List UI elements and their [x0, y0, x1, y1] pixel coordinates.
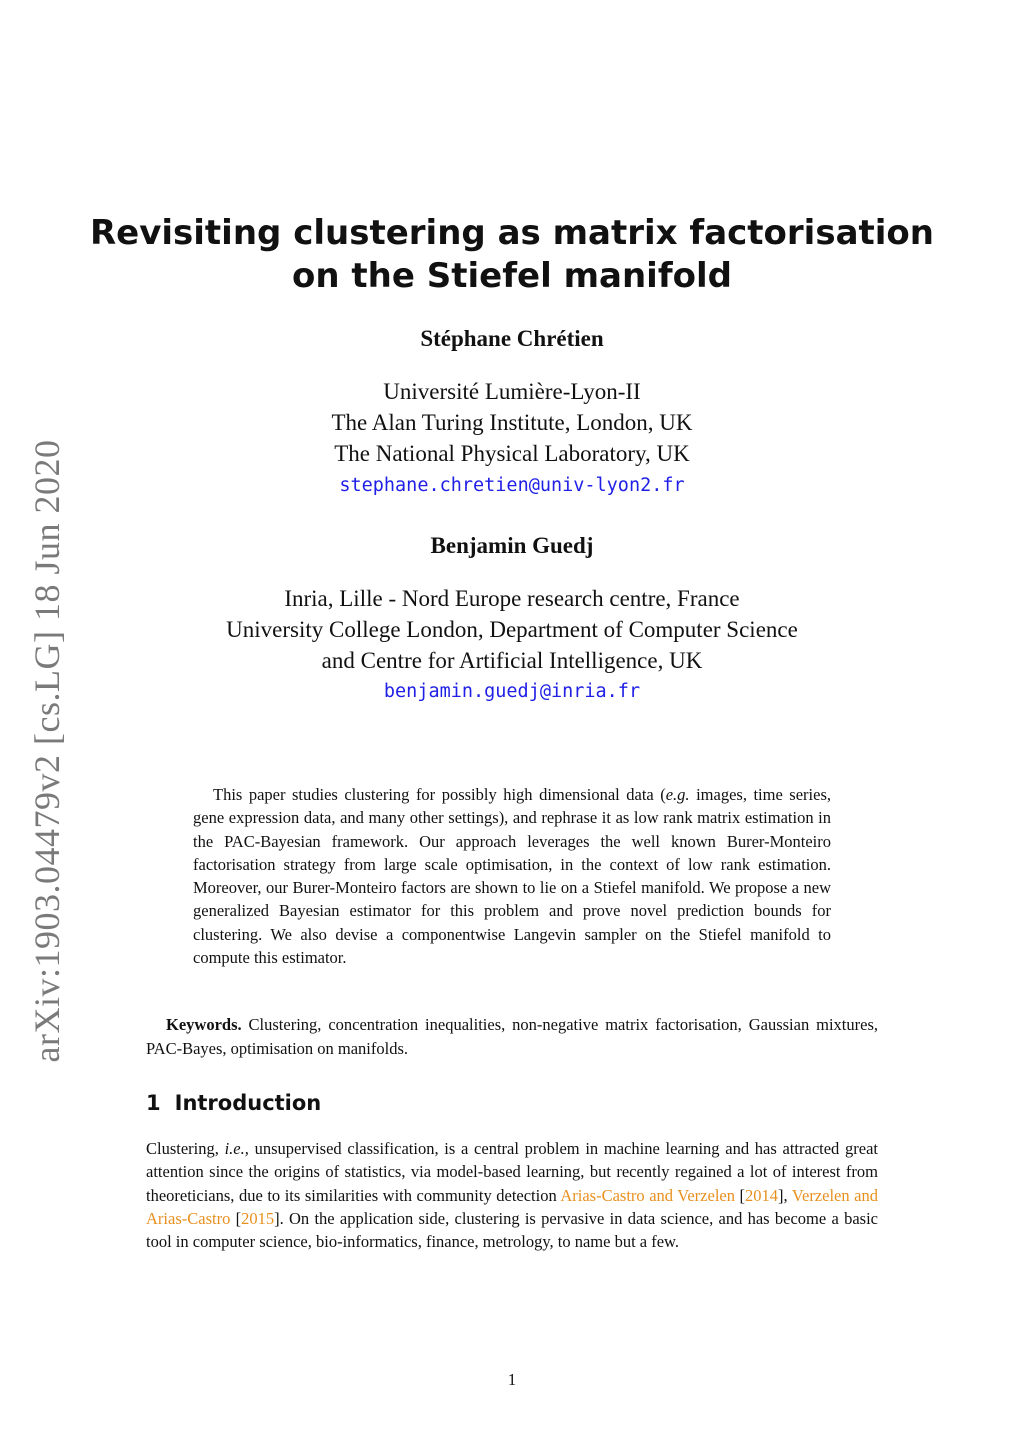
section-heading-introduction: [146, 1091, 321, 1115]
arxiv-identifier: arXiv:1903.04479v2 [cs.LG] 18 Jun 2020: [27, 439, 67, 1063]
title-line-2: on the Stiefel manifold: [292, 256, 732, 296]
title-line-1: Revisiting clustering as matrix factorisation: [89, 213, 934, 253]
page-number: 1: [507, 1370, 517, 1389]
keywords-label: Keywords.: [166, 1015, 242, 1034]
intro-ie: i.e.,: [224, 1139, 249, 1158]
paper-title: [0, 212, 1024, 298]
citation-arias-castro-2014[interactable]: Arias-Castro and Verzelen: [560, 1185, 735, 1205]
citation-bracket: ],: [778, 1185, 792, 1205]
intro-text: Clustering,: [146, 1139, 225, 1158]
author-1-email-link[interactable]: stephane.chretien@univ-lyon2.fr: [339, 475, 685, 496]
author-2-affiliation: Inria, Lille - Nord Europe research centre, France: [284, 586, 740, 611]
intro-text: On the application side, clustering is pervasive in data science, and has become a basic tool in computer science, bio-informatics, finance, metrology, to name but a few.: [146, 1208, 878, 1252]
abstract-text-start: This paper studies clustering for possibly high dimensional data (: [213, 785, 666, 804]
keywords: [146, 1013, 878, 1060]
citation-verzelen-2015[interactable]: Verzelen and Arias-Castro: [146, 1185, 878, 1228]
section-title: Introduction: [174, 1091, 322, 1115]
abstract: [193, 783, 831, 969]
author-2-email-link[interactable]: benjamin.guedj@inria.fr: [383, 681, 641, 702]
intro-paragraph: [146, 1137, 878, 1253]
section-number: 1: [146, 1091, 161, 1115]
author-2-affiliations: [0, 583, 1024, 676]
author-1-affiliations: [0, 376, 1024, 469]
author-2-affiliation: University College London, Department of Computer Science: [226, 617, 798, 642]
keywords-text: Clustering, concentration inequalities, non-negative matrix factorisation, Gaussian mixtures, PAC-Bayes, optimisation on manifolds.: [146, 1015, 878, 1058]
citation-year-2014[interactable]: 2014: [745, 1185, 779, 1205]
intro-text: unsupervised classification, is a central problem in machine learning and has attracted great attention since the origins of statistics, via model-based learning, but recently regained a lot of interest from theoreticians, due to its similarities with community detection: [146, 1139, 879, 1205]
citation-year-2015[interactable]: 2015: [241, 1208, 275, 1228]
author-1-affiliation: The Alan Turing Institute, London, UK: [331, 410, 693, 435]
author-2-name: Benjamin Guedj: [430, 533, 594, 558]
citation-bracket: ].: [274, 1208, 284, 1228]
author-1-name: Stéphane Chrétien: [420, 326, 604, 351]
abstract-eg: e.g.: [665, 785, 690, 804]
author-2-affiliation: and Centre for Artificial Intelligence, UK: [321, 648, 703, 673]
citation-bracket: [: [734, 1185, 746, 1205]
citation-bracket: [: [230, 1208, 242, 1228]
author-1-affiliation: The National Physical Laboratory, UK: [334, 441, 690, 466]
author-1-affiliation: Université Lumière-Lyon-II: [383, 379, 641, 404]
abstract-text-rest: images, time series, gene expression data, and many other settings), and rephrase it as low rank matrix estimation in the PAC-Bayesian framework. Our approach leverages the well known Burer-Monteiro factorisation strategy from large scale optimisation, in the context of low rank estimation. Moreover, our Burer-Monteiro factors are shown to lie on a Stiefel manifold. We propose a new generalized Bayesian estimator for this problem and prove novel prediction bounds for clustering. We also devise a componentwise Langevin sampler on the Stiefel manifold to compute this estimator.: [193, 785, 831, 968]
